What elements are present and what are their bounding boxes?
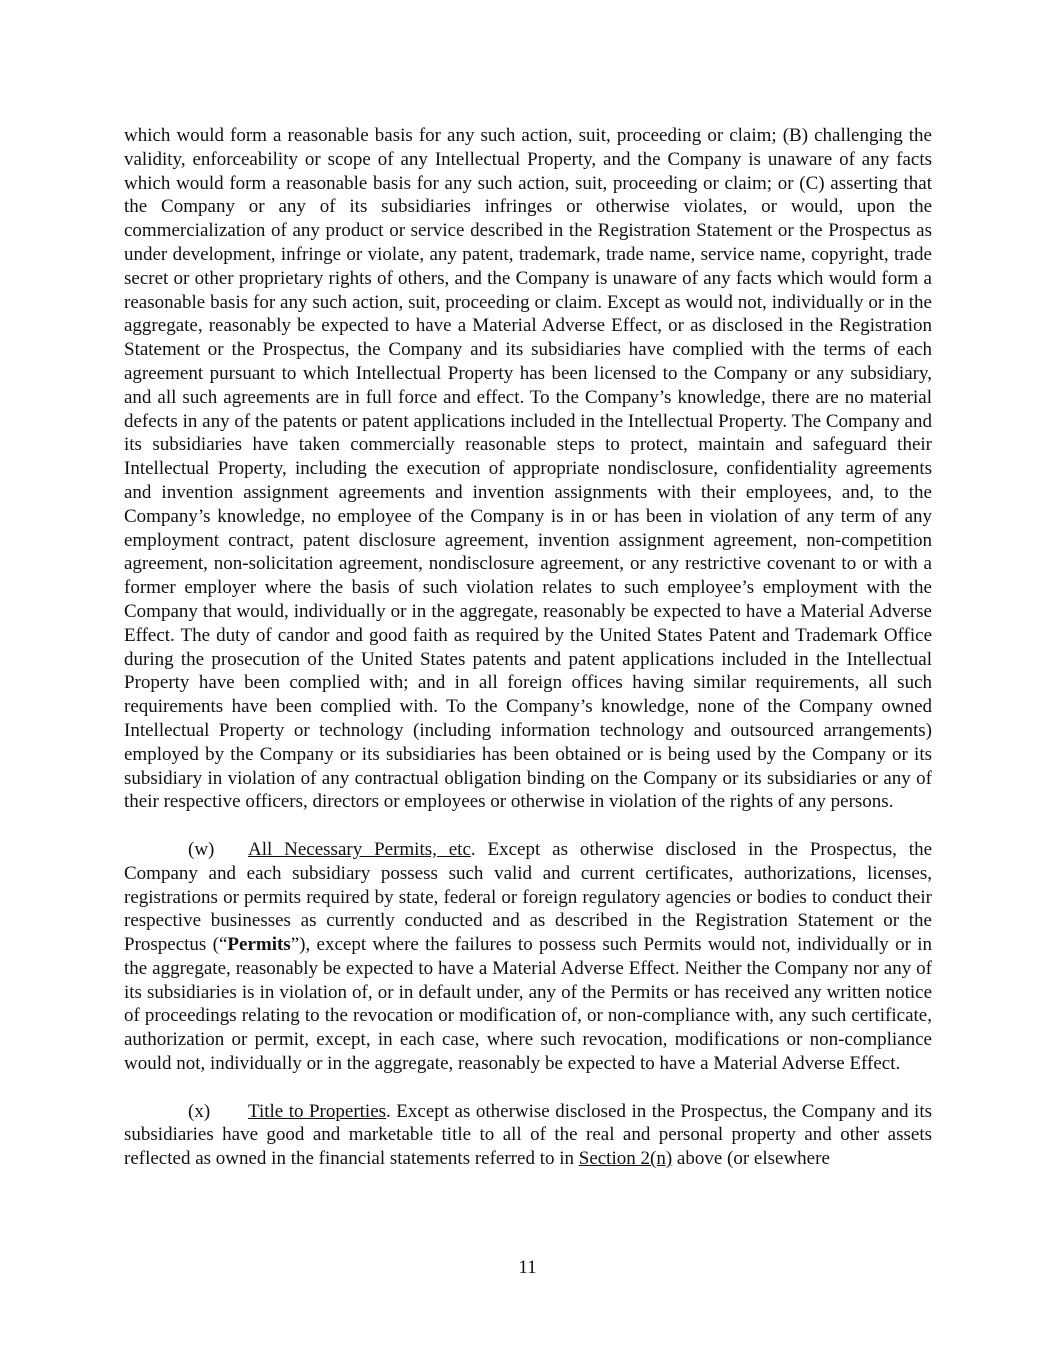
page-body <box>124 124 932 1171</box>
section-w-label: (w) <box>188 838 215 860</box>
cross-reference-link: Section 2(n) <box>578 1148 673 1170</box>
section-w-text-before-term: Except as otherwise disclosed in the Prospectus, the Company and each subsidiary possess such valid and current certificates, authorizations, licenses, registrations or permits required by state, federal or foreign regulatory agencies or bodies to conduct their respective businesses as currently conducted and as described in the Registration Statement or the Prospectus (“ <box>124 838 933 956</box>
section-x-heading: Title to Properties <box>248 1100 387 1122</box>
section-x-label: (x) <box>188 1100 211 1122</box>
section-x-text-after-ref: above (or elsewhere <box>672 1148 830 1170</box>
paragraph-v-text: which would form a reasonable basis for any such action, suit, proceeding or claim; (B) challenging the validity, enforceability or scope of any Intellectual Property, and the Company is unaware of any facts which would form a reasonable basis for any such action, suit, proceeding or claim; or (C) asserting that the Company or any of its subsidiaries infringes or otherwise violates, or would, upon the commercialization of any product or service described in the Registration Statement or the Prospectus as under development, infringe or violate, any patent, trademark, trade name, service name, copyright, trade secret or other proprietary rights of others, and the Company is unaware of any facts which would form a reasonable basis for any such action, suit, proceeding or claim. Except as would not, individually or in the aggregate, reasonably be expected to have a Material Adverse Effect, or as disclosed in the Registration Statement or the Prospectus, the Company and its subsidiaries have complied with the terms of each agreement pursuant to which Intellectual Property has been licensed to the Company or any subsidiary, and all such agreements are in full force and effect. To the Company’s knowledge, there are no material defects in any of the patents or patent applications included in the Intellectual Property. The Company and its subsidiaries have taken commercially reasonable steps to protect, maintain and safeguard their Intellectual Property, including the execution of appropriate nondisclosure, confidentiality agreements and invention assignment agreements and invention assignments with their employees, and, to the Company’s knowledge, no employee of the Company is in or has been in violation of any term of any employment contract, patent disclosure agreement, invention assignment agreement, non-competition agreement, non-solicitation agreement, nondisclosure agreement, or any restrictive covenant to or with a former employer where the basis of such violation relates to such employee’s employment with the Company that would, individually or in the aggregate, reasonably be expected to have a Material Adverse Effect. The duty of candor and good faith as required by the United States Patent and Trademark Office during the prosecution of the United States patents and patent applications included in the Intellectual Property have been complied with; and in all foreign offices having similar requirements, all such requirements have been complied with. To the Company’s knowledge, none of the Company owned Intellectual Property or technology (including information technology and outsourced arrangements) employed by the Company or its subsidiaries has been obtained or is being used by the Company or its subsidiary in violation of any contractual obligation binding on the Company or its subsidiaries or any of their respective officers, directors or employees or otherwise in violation of the rights of any persons. <box>124 125 932 813</box>
section-x-paragraph <box>124 1100 932 1171</box>
defined-term-permits: Permits <box>227 934 291 956</box>
section-w-heading-end: . <box>470 838 476 860</box>
section-x-text-before-ref: Except as otherwise disclosed in the Prospectus, the Company and its subsidiaries have good and marketable title to all of the real and personal property and other assets reflected as owned in the financial statements referred to in <box>124 1100 932 1170</box>
section-w-text-after-term: ”), except where the failures to possess such Permits would not, individually or in the aggregate, reasonably be expected to have a Material Adverse Effect. Neither the Company nor any of its subsidiaries is in violation of, or in default under, any of the Permits or has received any written notice of proceedings relating to the revocation or modification of, or non-compliance with, any such certificate, authorization or permit, except, in each case, where such revocation, modifications or non-compliance would not, individually or in the aggregate, reasonably be expected to have a Material Adverse Effect. <box>124 934 933 1075</box>
section-w-heading: All Necessary Permits, etc <box>248 838 471 860</box>
page-number: 11 <box>518 1257 537 1278</box>
section-w-paragraph <box>124 838 932 1076</box>
section-x-heading-end: . <box>386 1100 391 1122</box>
paragraph-v-continuation <box>124 124 932 814</box>
